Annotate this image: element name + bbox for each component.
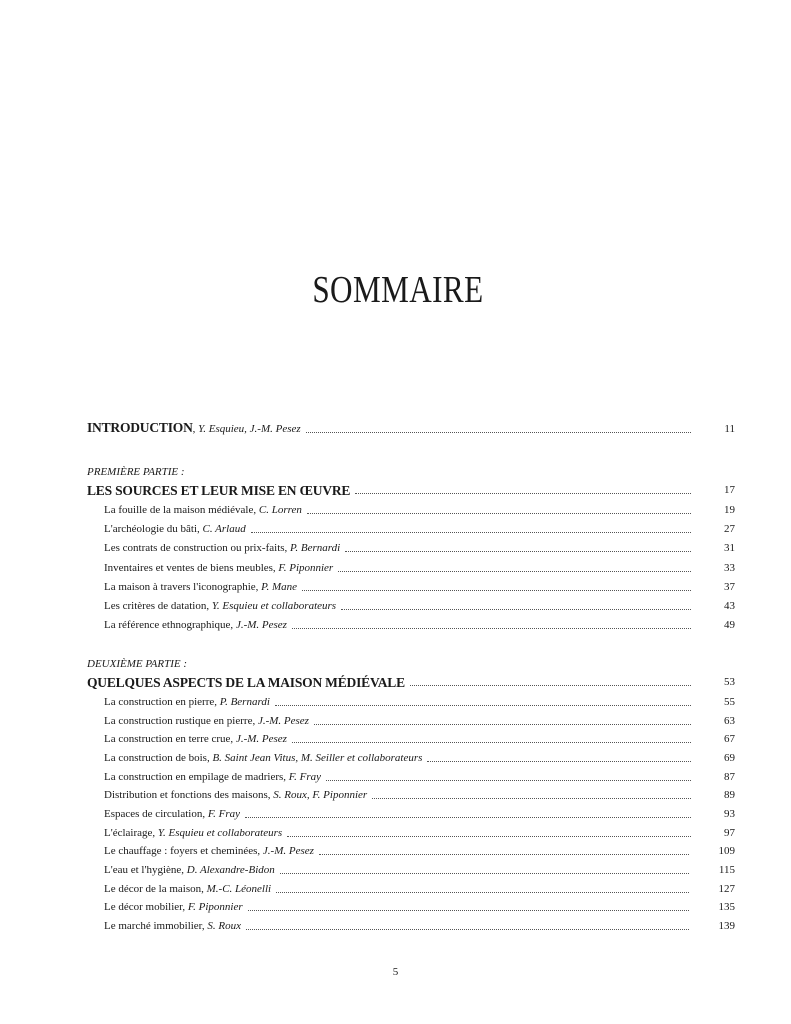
page-number-footer: 5: [392, 966, 399, 978]
page-number: 55: [724, 696, 735, 708]
part-two-label: DEUXIÈME PARTIE :: [87, 658, 187, 670]
page-number: 67: [724, 733, 735, 746]
entry-title: Les contrats de construction ou prix-faits,: [104, 542, 291, 555]
dot-leader: [276, 892, 688, 893]
entry-title: La maison à travers l'iconographie,: [104, 580, 262, 593]
page-number: 19: [724, 504, 735, 516]
dot-leader: [292, 628, 691, 629]
entry-title: Le décor de la maison,: [104, 882, 207, 895]
dot-leader: [410, 685, 691, 686]
toc-entry[interactable]: [104, 878, 735, 896]
page-number: 115: [718, 864, 735, 877]
entry-author: S. Roux, F. Piponnier: [273, 789, 368, 802]
page-number: 139: [718, 920, 735, 933]
entry-author: P. Bernardi: [290, 542, 341, 555]
toc-entry[interactable]: [104, 822, 735, 840]
toc-entry[interactable]: [104, 859, 735, 877]
dot-leader: [280, 873, 689, 874]
dot-leader: [341, 609, 691, 610]
entry-title: La construction en pierre,: [104, 696, 220, 708]
part-one-label: PREMIÈRE PARTIE :: [87, 466, 185, 478]
dot-leader: [319, 854, 689, 855]
dot-leader: [292, 742, 691, 743]
page-number: 97: [724, 826, 735, 839]
entry-title: L'éclairage,: [104, 826, 158, 839]
toc-entry[interactable]: [104, 614, 735, 632]
page-number: 17: [724, 484, 735, 496]
dot-leader: [326, 780, 691, 781]
toc-entry[interactable]: [104, 915, 735, 933]
entry-author: D. Alexandre-Bidon: [186, 864, 275, 877]
entry-author: C. Lorren: [258, 504, 302, 516]
part-one-heading: LES SOURCES ET LEUR MISE EN ŒUVRE: [87, 483, 351, 498]
entry-author: S. Roux: [207, 920, 242, 933]
dot-leader: [245, 817, 691, 818]
toc-entry[interactable]: [104, 576, 735, 594]
page-number: 89: [724, 789, 735, 802]
toc-entry[interactable]: [104, 691, 735, 709]
entry-author: Y. Esquieu et collaborateurs: [157, 826, 283, 839]
dot-leader: [251, 532, 691, 533]
entry-author: J.-M. Pesez: [235, 733, 287, 746]
entry-author: J.-M. Pesez: [262, 845, 314, 858]
toc-entry[interactable]: [104, 710, 735, 728]
introduction-separator: ,: [192, 423, 199, 435]
entry-author: J.-M. Pesez: [235, 619, 287, 632]
dot-leader: [427, 761, 691, 762]
page-number: 11: [724, 423, 735, 435]
entry-title: Le marché immobilier,: [104, 920, 208, 933]
entry-title: La construction de bois,: [104, 752, 213, 764]
entry-title: La construction en empilage de madriers,: [104, 770, 289, 783]
entry-author: Y. Esquieu et collaborateurs: [211, 599, 337, 612]
entry-author: F. Fray: [207, 808, 241, 821]
entry-author: P. Bernardi: [219, 696, 270, 708]
introduction-authors: Y. Esquieu, J.-M. Pesez: [198, 423, 301, 435]
toc-part-one-heading[interactable]: [87, 479, 735, 497]
toc-introduction[interactable]: [87, 418, 735, 436]
page-number: 127: [718, 882, 735, 895]
entry-title: Les critères de datation,: [104, 599, 212, 612]
dot-leader: [338, 571, 691, 572]
dot-leader: [306, 432, 691, 433]
page-title: SOMMAIRE: [312, 269, 484, 311]
entry-title: Distribution et fonctions des maisons,: [104, 789, 274, 802]
page-number: 31: [724, 542, 735, 555]
entry-title: Espaces de circulation,: [104, 808, 208, 821]
entry-title: La fouille de la maison médiévale,: [104, 504, 259, 516]
entry-author: F. Fray: [288, 770, 321, 783]
page-number: 135: [718, 901, 735, 914]
page-number: 93: [724, 808, 735, 821]
entry-title: La référence ethnographique,: [104, 619, 236, 632]
dot-leader: [275, 705, 691, 706]
entry-author: F. Piponnier: [187, 901, 243, 914]
entry-title: La construction en terre crue,: [104, 733, 236, 746]
toc-entry[interactable]: [104, 499, 735, 517]
toc-part-two-heading[interactable]: [87, 671, 735, 689]
page-number: 53: [724, 676, 735, 688]
page-number: 33: [724, 561, 735, 574]
toc-entry[interactable]: [104, 537, 735, 555]
page-number: 69: [724, 752, 735, 764]
dot-leader: [372, 798, 691, 799]
entry-author: B. Saint Jean Vitus, M. Seiller et collaborateurs: [212, 752, 423, 764]
dot-leader: [314, 724, 691, 725]
page-number: 49: [724, 619, 735, 632]
toc-entry[interactable]: [104, 896, 735, 914]
toc-entry[interactable]: [104, 766, 735, 784]
page-number: 37: [724, 580, 735, 593]
entry-title: La construction rustique en pierre,: [104, 714, 258, 727]
dot-leader: [246, 929, 688, 930]
page-number: 63: [724, 714, 735, 727]
dot-leader: [345, 551, 691, 552]
toc-entry[interactable]: [104, 803, 735, 821]
toc-entry[interactable]: [104, 518, 735, 536]
part-two-heading: QUELQUES ASPECTS DE LA MAISON MÉDIÉVALE: [87, 675, 405, 690]
entry-title: L'archéologie du bâti,: [104, 523, 203, 536]
dot-leader: [355, 493, 691, 494]
dot-leader: [302, 590, 691, 591]
introduction-heading: INTRODUCTION: [87, 420, 193, 435]
entry-author: C. Arlaud: [202, 523, 246, 536]
dot-leader: [307, 513, 691, 514]
entry-author: M.-C. Léonelli: [206, 882, 272, 895]
entry-title: Le chauffage : foyers et cheminées,: [104, 845, 263, 858]
toc-entry[interactable]: [104, 840, 735, 858]
page-number: 87: [724, 770, 735, 783]
entry-title: Le décor mobilier,: [104, 901, 188, 914]
toc-entry[interactable]: [104, 784, 735, 802]
toc-entry[interactable]: [104, 728, 735, 746]
entry-author: F. Piponnier: [278, 561, 334, 574]
page-number: 43: [724, 599, 735, 612]
toc-entry[interactable]: [104, 557, 735, 575]
dot-leader: [248, 910, 689, 911]
dot-leader: [287, 836, 691, 837]
toc-entry[interactable]: [104, 595, 735, 613]
entry-author: P. Mane: [261, 580, 298, 593]
entry-title: Inventaires et ventes de biens meubles,: [104, 561, 279, 574]
entry-title: L'eau et l'hygiène,: [104, 864, 187, 877]
toc-entry[interactable]: [104, 747, 735, 765]
page-number: 27: [724, 523, 735, 536]
page-number: 109: [718, 845, 735, 858]
entry-author: J.-M. Pesez: [257, 714, 309, 727]
